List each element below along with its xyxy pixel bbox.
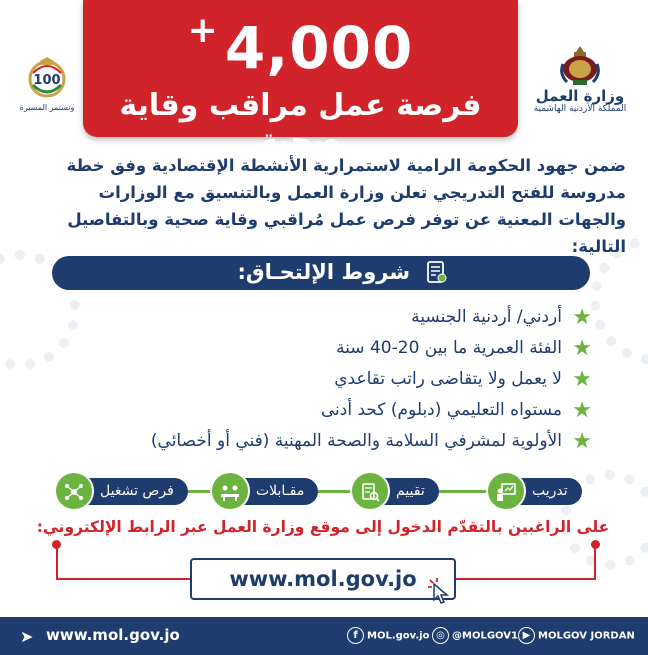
arrow-right-icon: ➤ [20, 627, 34, 646]
footer-instagram[interactable] [432, 627, 518, 644]
star-icon: ★ [572, 429, 592, 454]
website-link[interactable]: www.mol.gov.jo [190, 558, 456, 600]
footer-website-link[interactable]: www.mol.gov.jo [46, 626, 180, 644]
list-item [60, 302, 596, 333]
job-count-value: 4,000 [224, 14, 414, 82]
star-icon: ★ [572, 367, 592, 392]
centenary-number: 100 [33, 73, 61, 88]
star-icon: ★ [572, 336, 592, 361]
criteria-text: الفئة العمرية ما بين 20-40 سنة [336, 338, 562, 358]
step-label: تقييم [396, 483, 425, 499]
coat-of-arms-icon [557, 42, 603, 88]
document-icon [426, 261, 448, 285]
step-evaluation [356, 478, 439, 505]
facebook-handle: MOL.gov.jo [367, 630, 430, 642]
step-label: مقـابلات [256, 483, 305, 499]
star-icon: ★ [572, 398, 592, 423]
step-job-opportunities [60, 478, 188, 505]
list-item [60, 395, 596, 426]
step-icon-circle [486, 471, 526, 511]
headline-box [83, 0, 518, 158]
network-people-icon [64, 482, 84, 502]
list-item [60, 333, 596, 364]
footer-youtube[interactable] [518, 627, 635, 644]
step-label: فرص تشغيل [100, 483, 174, 499]
process-steps [46, 472, 602, 512]
step-label: تدريب [532, 483, 568, 499]
facebook-icon: f [347, 627, 364, 644]
kingdom-name: المملكة الأردنية الهاشمية [533, 104, 627, 114]
list-item [60, 364, 596, 395]
youtube-icon: ▶ [518, 627, 535, 644]
list-item [60, 426, 596, 457]
criteria-list [60, 302, 596, 457]
headline-subtitle: فرصة عمل مراقب وقاية صحية [119, 88, 482, 158]
centenary-badge-icon [25, 55, 69, 99]
training-board-icon [496, 482, 516, 502]
conditions-header [52, 256, 590, 290]
ministry-name: وزارة العمل [535, 87, 625, 105]
centenary-tagline: ونستمر المسيرة [19, 103, 75, 112]
step-icon-circle [54, 471, 94, 511]
footer-bar [0, 617, 648, 655]
ministry-logo [525, 42, 635, 137]
star-icon: ★ [572, 305, 592, 330]
instagram-icon: ◎ [432, 627, 449, 644]
intro-paragraph: ضمن جهود الحكومة الرامية لاستمرارية الأنشطة الإقتصادية وفق خطة مدروسة للفتح التدريجي تعلن وزارة العمل وبالتنسيق مع الوزارات والجهات المعنية عن توفر فرص عمل مُراقبي وقاية صحية وبالتفاصيل التالية: [66, 156, 626, 256]
cursor-click-icon [428, 578, 454, 604]
instagram-handle: @MOLGOV1 [452, 630, 518, 642]
footer-facebook[interactable] [347, 627, 429, 644]
criteria-text: أردني/ أردنية الجنسية [411, 307, 562, 327]
job-count [83, 10, 518, 82]
step-icon-circle [210, 471, 250, 511]
evaluation-icon [360, 482, 380, 502]
step-interviews [216, 478, 318, 505]
cta-text: على الراغبين بالتقدّم الدخول إلى موقع وزارة العمل عبر الرابط الإلكتروني: [36, 518, 610, 536]
interview-icon [220, 482, 240, 502]
plus-sign: + [187, 10, 219, 51]
centenary-logo [17, 55, 77, 115]
criteria-text: لا يعمل ولا يتقاضى راتب تقاعدي [334, 369, 562, 389]
criteria-text: الأولوية لمشرفي السلامة والصحة المهنية (فني أو أخصائي) [150, 431, 562, 451]
step-training [492, 478, 582, 505]
criteria-text: مستواه التعليمي (دبلوم) كحد أدنى [320, 400, 562, 420]
conditions-title: شروط الإلتحـاق: [237, 260, 410, 284]
step-icon-circle [350, 471, 390, 511]
youtube-handle: MOLGOV JORDAN [538, 630, 635, 642]
